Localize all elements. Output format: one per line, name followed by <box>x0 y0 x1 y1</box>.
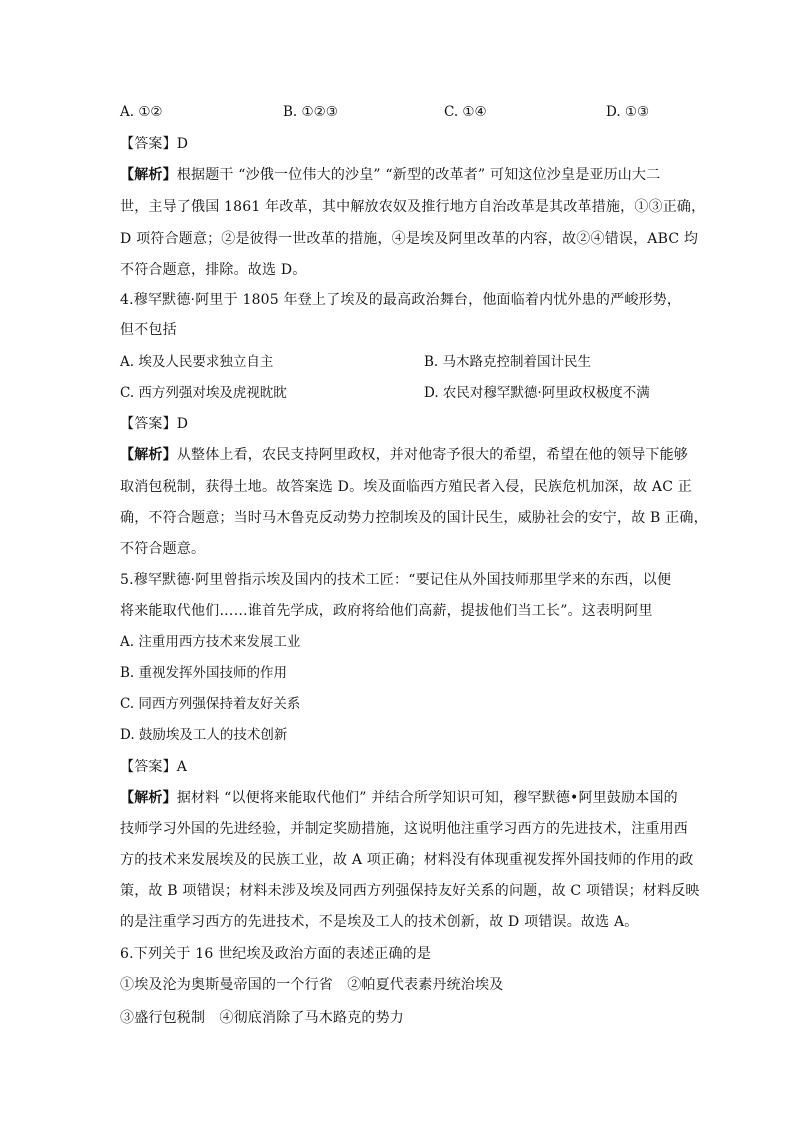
q4-option-c: C. 西方列强对埃及虎视眈眈 <box>120 385 287 401</box>
q5-analysis-line-4: 策，故 B 项错误；材料未涉及埃及同西方列强保持友好关系的问题，故 C 项错误；材料反映 <box>120 883 700 899</box>
q6-stem: 6.下列关于 16 世纪埃及政治方面的表述正确的是 <box>120 946 432 962</box>
q4-analysis-line-4: 不符合题意。 <box>120 541 206 557</box>
q5-analysis-line-1: 【解析】据材料 “以便将来能取代他们” 并结合所学知识可知，穆罕默德•阿里鼓励本国的 <box>120 790 678 806</box>
q3-analysis-line-4: 不符合题意，排除。故选 D。 <box>120 262 307 278</box>
q5-analysis-line-5: 的是注重学习西方的先进技术，不是埃及工人的技术创新，故 D 项错误。故选 A。 <box>120 914 639 930</box>
q5-analysis-line-3: 方的技术来发展埃及的民族工业，故 A 项正确；材料没有体现重视发挥外国技师的作用的政 <box>120 852 694 868</box>
q5-analysis-line-2: 技师学习外国的先进经验，并制定奖励措施，这说明他注重学习西方的先进技术，注重用西 <box>120 821 688 837</box>
q4-analysis-line-1: 【解析】从整体上看，农民支持阿里政权，并对他寄予很大的希望，希望在他的领导下能够 <box>120 447 689 463</box>
q5-stem-line-1: 5.穆罕默德·阿里曾指示埃及国内的技术工匠：“要记住从外国技师那里学来的东西，以便 <box>120 572 672 588</box>
q3-analysis-tag: 【解析】 <box>120 167 177 183</box>
q3-option-b: B. ①②③ <box>283 104 338 120</box>
q4-stem-line-2: 但不包括 <box>120 322 177 338</box>
q5-option-c: C. 同西方列强保持着友好关系 <box>120 696 301 712</box>
q5-answer: 【答案】A <box>120 759 188 775</box>
q6-items-line-1: ①埃及沦为奥斯曼帝国的一个行省 ②帕夏代表素丹统治埃及 <box>120 977 504 993</box>
q4-analysis-line-2: 取消包税制，获得土地。故答案选 D。埃及面临西方殖民者入侵，民族危机加深，故 AC 正 <box>120 479 692 495</box>
q3-option-d: D. ①③ <box>606 104 650 120</box>
q4-option-a: A. 埃及人民要求独立自主 <box>120 354 274 370</box>
q4-answer: 【答案】D <box>120 416 189 432</box>
q4-stem-line-1: 4.穆罕默德·阿里于 1805 年登上了埃及的最高政治舞台，他面临着内忧外患的严峻形势， <box>120 292 682 308</box>
q6-items-line-2: ③盛行包税制 ④彻底消除了马木路克的势力 <box>120 1010 404 1026</box>
q3-analysis-line-2: 世，主导了俄国 1861 年改革，其中解放农奴及推行地方自治改革是其改革措施，①③正确， <box>120 199 706 215</box>
q4-analysis-tag: 【解析】 <box>120 447 177 463</box>
q5-analysis-tag: 【解析】 <box>120 790 177 806</box>
q4-option-b: B. 马木路克控制着国计民生 <box>424 354 592 370</box>
q4-analysis-line-3: 确，不符合题意；当时马木鲁克反动势力控制埃及的国计民生，威胁社会的安宁，故 B 正确， <box>120 510 708 526</box>
q5-option-b: B. 重视发挥外国技师的作用 <box>120 665 288 681</box>
q3-answer: 【答案】D <box>120 136 189 152</box>
q3-option-c: C. ①④ <box>444 104 487 120</box>
q3-option-a: A. ①② <box>120 104 163 120</box>
q5-option-d: D. 鼓励埃及工人的技术创新 <box>120 727 288 743</box>
q3-analysis-line-1: 【解析】根据题干 “沙俄一位伟大的沙皇” “新型的改革者” 可知这位沙皇是亚历山大二 <box>120 167 661 183</box>
q5-option-a: A. 注重用西方技术来发展工业 <box>120 634 301 650</box>
q3-analysis-line-3: D 项符合题意；②是彼得一世改革的措施，④是埃及阿里改革的内容，故②④错误，ABC 均 <box>120 231 699 247</box>
q5-stem-line-2: 将来能取代他们……谁首先学成，政府将给他们高薪，提拔他们当工长”。这表明阿里 <box>120 603 653 619</box>
q4-option-d: D. 农民对穆罕默德·阿里政权极度不满 <box>424 385 650 401</box>
